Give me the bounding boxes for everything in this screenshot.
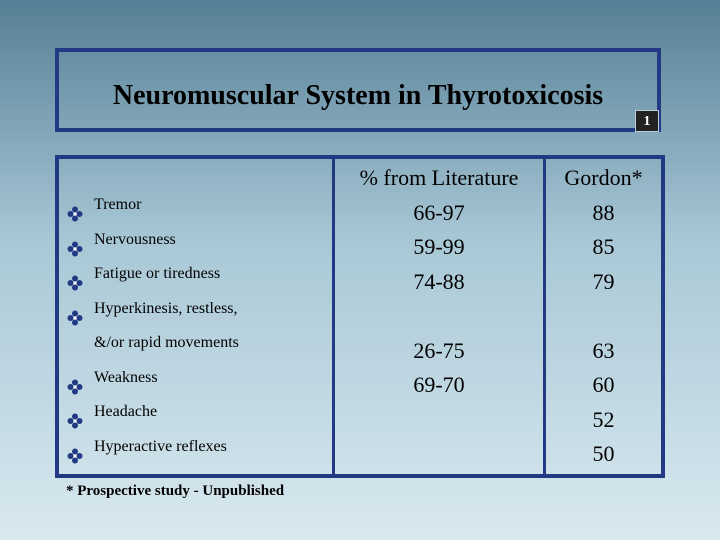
gordon-cell: 63 xyxy=(592,337,615,363)
literature-header: % from Literature xyxy=(359,165,519,190)
symptom-item xyxy=(67,196,239,231)
gordon-cell: 60 xyxy=(592,372,615,397)
symptom-label: Nervousness xyxy=(94,230,176,248)
title-box xyxy=(55,48,661,132)
gordon-cell: 50 xyxy=(592,441,615,466)
literature-cell xyxy=(335,403,543,438)
literature-cell: 59-99 xyxy=(413,234,465,259)
symptom-table xyxy=(55,155,665,478)
literature-cell: 74-88 xyxy=(413,268,465,294)
gordon-cell xyxy=(546,299,661,334)
symptom-label: &/or rapid movements xyxy=(94,334,239,351)
gordon-header: Gordon* xyxy=(564,165,643,190)
symptom-item xyxy=(67,403,239,438)
gordon-cell: 79 xyxy=(592,268,615,294)
gordon-cell: 88 xyxy=(592,199,615,225)
literature-cell xyxy=(335,299,543,334)
symptom-item-continuation xyxy=(67,334,239,369)
literature-cell: 26-75 xyxy=(413,337,465,363)
symptom-item xyxy=(67,300,239,335)
footnote: * Prospective study - Unpublished xyxy=(66,483,285,499)
gordon-cell: 85 xyxy=(592,234,615,259)
gordon-column xyxy=(546,161,661,472)
literature-cell: 69-70 xyxy=(413,372,465,397)
literature-cell: 66-97 xyxy=(413,199,465,225)
symptom-label: Tremor xyxy=(94,196,142,213)
symptom-item xyxy=(67,438,239,473)
symptom-label: Fatigue or tiredness xyxy=(94,265,221,282)
symptom-label: Headache xyxy=(94,403,158,420)
symptom-item xyxy=(67,369,239,404)
symptom-label: Hyperactive reflexes xyxy=(94,437,227,455)
symptom-item xyxy=(67,231,239,266)
symptom-label: Hyperkinesis, restless, xyxy=(94,299,238,317)
symptom-label: Weakness xyxy=(94,368,158,386)
gordon-cell: 52 xyxy=(592,406,615,432)
page-title: Neuromuscular System in Thyrotoxicosis xyxy=(112,80,604,111)
symptom-item xyxy=(67,265,239,300)
symptom-list xyxy=(67,196,239,472)
slide-number-badge: 1 xyxy=(635,110,659,132)
literature-column xyxy=(335,161,543,472)
literature-cell xyxy=(335,437,543,472)
